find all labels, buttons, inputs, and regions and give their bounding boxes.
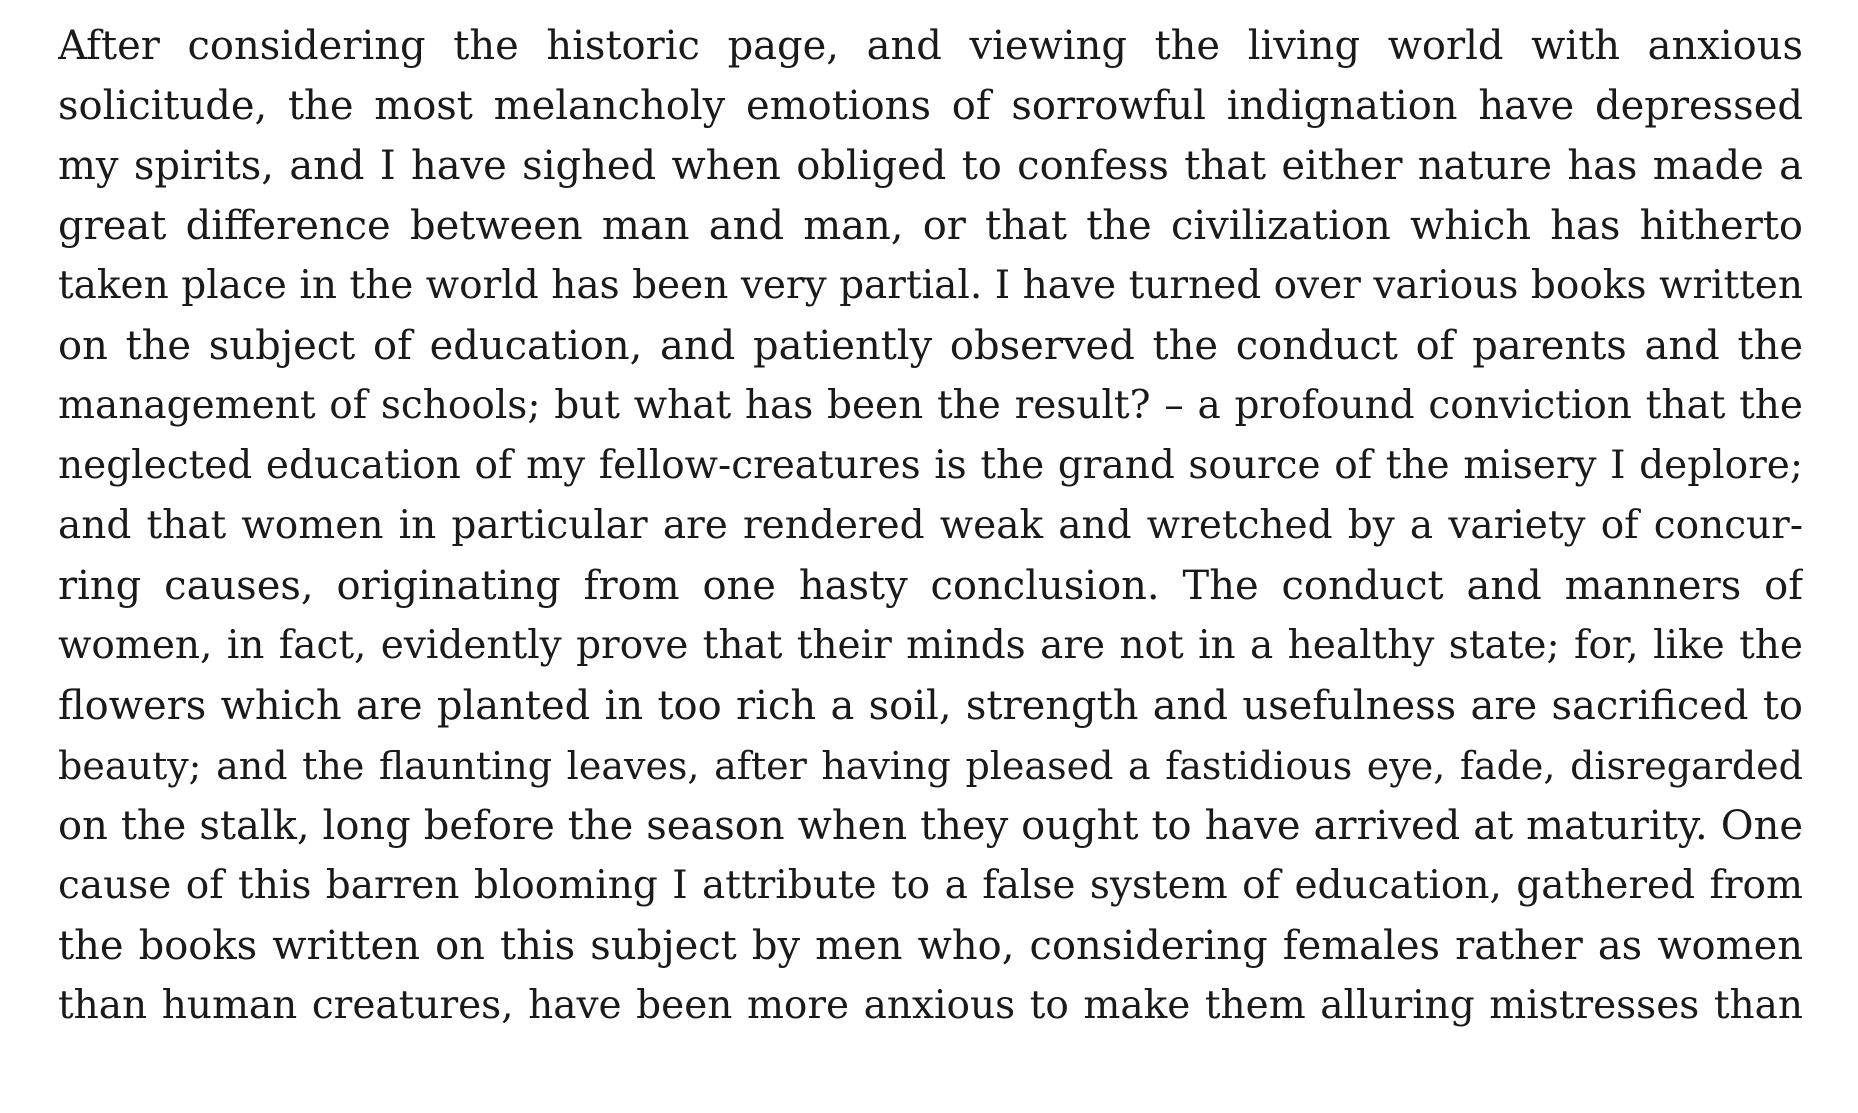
text-line: on the stalk, long before the season when they ought to have arrived at maturity. One [58, 803, 1803, 849]
text-line: cause of this barren blooming I attribute to a false system of education, gathered from [58, 863, 1803, 908]
text-line: and that women in particular are rendered weak and wretched by a variety of concur- [58, 503, 1803, 548]
text-line: taken place in the world has been very partial. I have turned over various books written [58, 263, 1803, 308]
text-line: beauty; and the flaunting leaves, after having pleased a fastidious eye, fade, disregarded [58, 744, 1803, 788]
text-line: than human creatures, have been more anxious to make them alluring mistresses than [58, 983, 1803, 1028]
text-line: women, in fact, evidently prove that their minds are not in a healthy state; for, like the [58, 623, 1803, 668]
text-line: neglected education of my fellow-creatures is the grand source of the misery I deplore; [58, 443, 1803, 488]
text-line: ring causes, originating from one hasty conclusion. The conduct and manners of [58, 563, 1803, 609]
text-line: solicitude, the most melancholy emotions of sorrowful indignation have depressed [58, 83, 1803, 129]
text-line: on the subject of education, and patiently observed the conduct of parents and the [58, 323, 1803, 369]
body-paragraph [58, 16, 1803, 1036]
text-line: management of schools; but what has been the result? – a profound conviction that the [58, 383, 1803, 428]
text-line: the books written on this subject by men who, considering females rather as women [58, 923, 1803, 969]
text-line: flowers which are planted in too rich a soil, strength and usefulness are sacrificed to [58, 683, 1803, 729]
text-line: After considering the historic page, and viewing the living world with anxious [58, 23, 1803, 69]
text-line: great difference between man and man, or that the civilization which has hitherto [58, 203, 1803, 249]
text-line: my spirits, and I have sighed when obliged to confess that either nature has made a [58, 143, 1803, 189]
